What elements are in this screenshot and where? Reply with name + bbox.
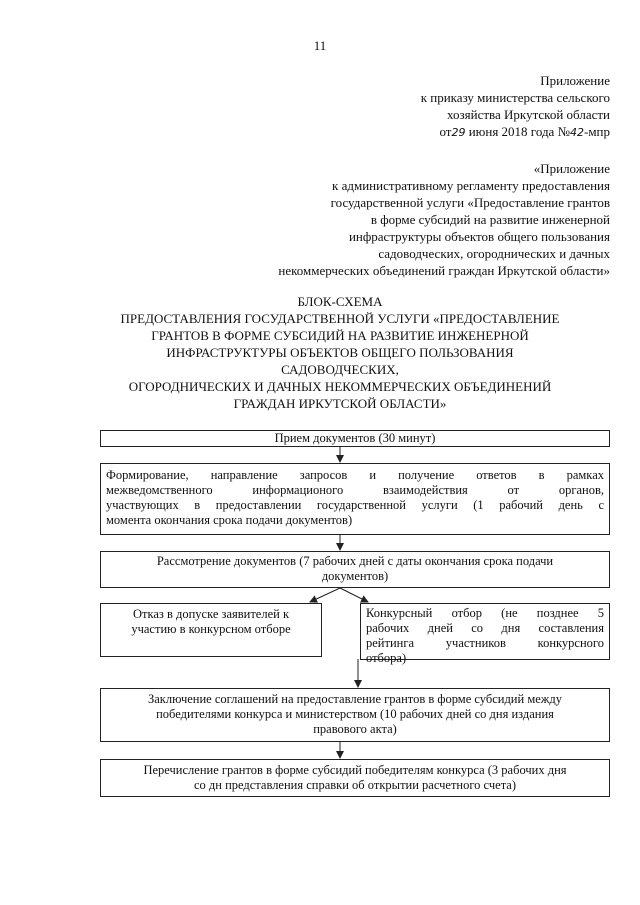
step-sign-agreements (100, 688, 610, 742)
title-line: САДОВОДЧЕСКИХ, (281, 362, 399, 377)
box-line: рейтинга участников конкурсного (366, 636, 604, 650)
step-receive-documents (100, 430, 610, 447)
handwritten-date-day: 29 (451, 126, 466, 139)
appendix-line: к приказу министерства сельского (420, 90, 610, 105)
appendix-quote-line: государственной услуги «Предоставление грантов (330, 195, 610, 210)
appendix-line: Приложение (540, 73, 610, 88)
box-line: Рассмотрение документов (7 рабочих дней с даты окончания срока подачи (156, 554, 554, 568)
box-line: Отказ в допуске заявителей к (132, 607, 290, 621)
box-line: Конкурсный отбор (не позднее 5 (366, 606, 604, 620)
box-line: победителями конкурса и министерством (10 рабочих дней со дня издания (156, 707, 554, 721)
box-line: Прием документов (30 минут) (274, 431, 436, 445)
arrow-3-select (340, 588, 368, 602)
box-line: участию в конкурсном отборе (131, 622, 291, 636)
handwritten-order-number: 42 (569, 126, 584, 139)
box-line: правового акта) (313, 722, 397, 736)
appendix-quote-line: «Приложение (533, 161, 610, 176)
box-line: момента окончания срока подачи документов) (106, 513, 353, 527)
title-line: ОГОРОДНИЧЕСКИХ И ДАЧНЫХ НЕКОММЕРЧЕСКИХ ОБЪЕДИНЕНИЙ (128, 379, 552, 394)
title-line: ГРАЖДАН ИРКУТСКОЙ ОБЛАСТИ» (233, 396, 447, 411)
appendix-line: хозяйства Иркутской области (447, 107, 610, 122)
box-line: Формирование, направление запросов и получение ответов в рамках (106, 468, 604, 482)
page-number: 11 (313, 38, 327, 53)
date-prefix: от (439, 124, 452, 139)
order-suffix: -мпр (583, 124, 610, 139)
arrow-3-reject (310, 588, 340, 602)
box-line: документов) (321, 569, 389, 583)
step-review-documents (100, 551, 610, 588)
appendix-quote-line: инфраструктуры объектов общего пользования (348, 229, 610, 244)
appendix-quote-line: к административному регламенту предоставления (332, 178, 610, 193)
box-line: межведомственного информационого взаимодействия от органов, (106, 483, 604, 497)
title-line: ПРЕДОСТАВЛЕНИЯ ГОСУДАРСТВЕННОЙ УСЛУГИ «ПРЕДОСТАВЛЕНИЕ (120, 311, 560, 326)
box-line: Заключение соглашений на предоставление грантов в форме субсидий между (147, 692, 563, 706)
appendix-quote-line: некоммерческих объединений граждан Иркутской области» (278, 263, 610, 278)
step-interagency-requests (100, 463, 610, 535)
appendix-quote-line: садоводческих, огороднических и дачных (378, 246, 610, 261)
title-line: ГРАНТОВ В ФОРМЕ СУБСИДИЙ НА РАЗВИТИЕ ИНЖЕНЕРНОЙ (151, 328, 529, 343)
title-line: БЛОК-СХЕМА (297, 294, 383, 309)
box-line: отбора) (366, 651, 407, 665)
step-competitive-selection (360, 603, 610, 665)
date-rest: июня 2018 года № (465, 124, 570, 139)
step-rejection (100, 603, 322, 657)
box-line: Перечисление грантов в форме субсидий победителям конкурса (3 рабочих дня (143, 763, 567, 777)
appendix-quote-line: в форме субсидий на развитие инженерной (370, 212, 610, 227)
box-line: со дн представления справки об открытии расчетного счета) (193, 778, 517, 792)
box-line: рабочих дней со дня составления (366, 621, 604, 635)
box-line: участвующих в предоставлении государственной услуги (1 рабочий день с (106, 498, 604, 512)
step-transfer-grants (100, 759, 610, 797)
title-line: ИНФРАСТРУКТУРЫ ОБЪЕКТОВ ОБЩЕГО ПОЛЬЗОВАНИЯ (166, 345, 514, 360)
